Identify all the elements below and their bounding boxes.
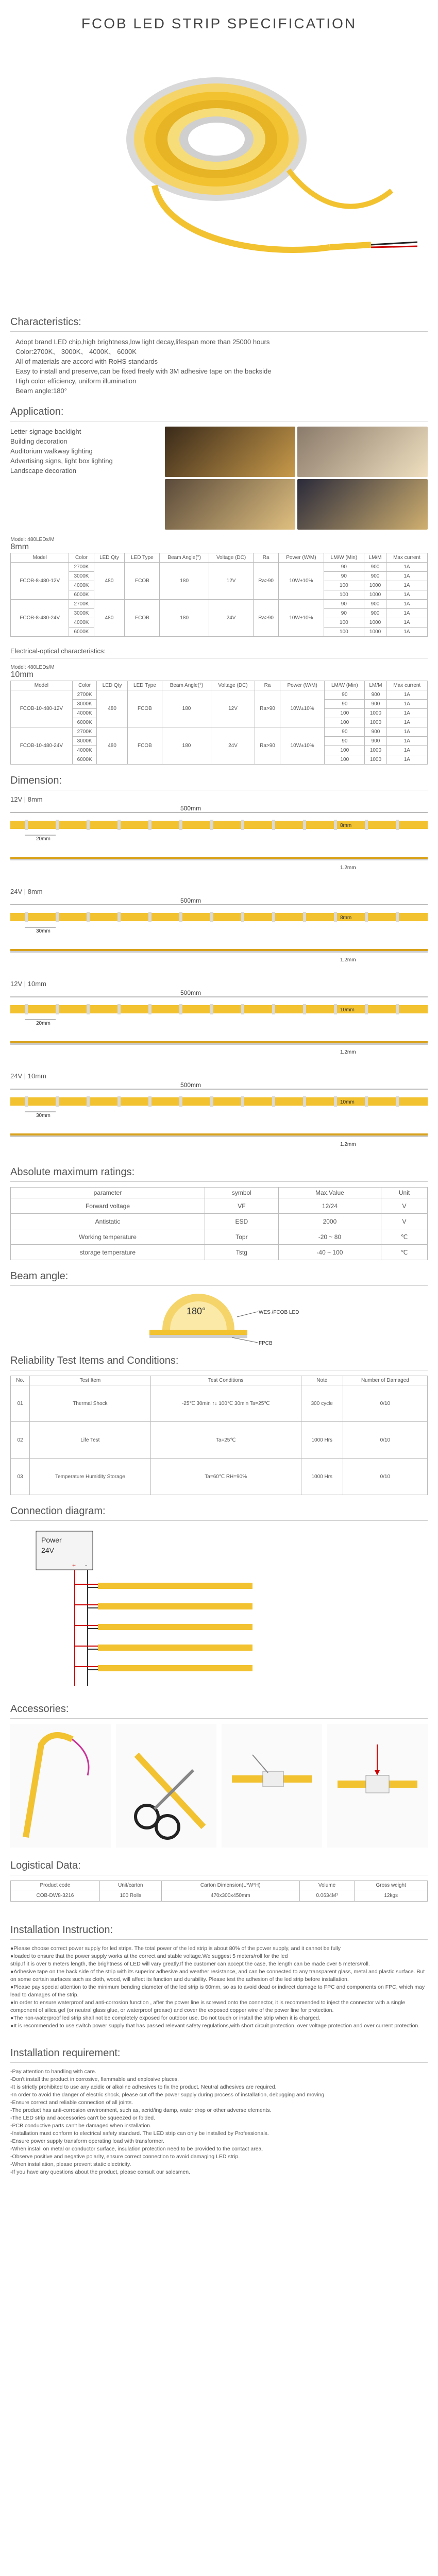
table-header: Max current [386,553,427,563]
list-item: Color:2700K、 3000K、 4000K、 6000K [15,348,137,355]
beam-fpcb-label: FPCB [259,1341,273,1346]
ratings-table [10,1187,428,1260]
dimension-diagrams [0,795,438,1159]
electrical-heading: Electrical-optical characteristics: [10,647,106,655]
table-header: parameter [11,1188,205,1198]
table-cell: 12/24 [278,1198,381,1214]
photo [165,479,295,530]
table-header: Test Item [30,1376,151,1385]
cell-color: 2700K [69,600,94,609]
table-header: Beam Angle(°) [160,553,209,563]
table-cell: 0.0634M³ [299,1890,355,1902]
dimension-label: 12V | 8mm [10,795,43,803]
table-cell: 300 cycle [301,1385,343,1422]
cell-lmw: 90 [325,737,365,746]
cell-color: 3000K [69,572,94,581]
cell-lmm: 1000 [365,746,386,755]
plus-terminal: + [72,1562,76,1569]
strip-drawing [10,897,428,975]
install-instruction-text [10,1945,428,2030]
cell-color: 2700K [72,727,97,737]
note-line: -Pay attention to handling with care. [10,2069,96,2075]
cell-lmm: 1000 [364,590,386,600]
cell-current: 1A [386,572,427,581]
strip-width: 10mm [340,1099,355,1105]
note-line: strip.If it is over 5 meters length, the brightness of LED will vary greatly.If the customer can accept the case, the length can be made over 5 meters/roll. [10,1961,370,1967]
segment-length: 30mm [36,1113,50,1118]
table-header: Ra [255,681,280,690]
divider [10,1520,428,1521]
cell-current: 1A [386,727,427,737]
divider [10,2062,428,2063]
list-item: High color efficiency, uniform illumination [15,377,137,385]
connected-strip [98,1665,252,1671]
table-cell: FCOB [125,600,160,637]
strip-length: 500mm [180,897,201,904]
cell-color: 6000K [72,755,97,765]
table-cell: Thermal Shock [30,1385,151,1422]
table-header: No. [11,1376,30,1385]
table-cell: ESD [205,1214,278,1229]
cell-lmm: 900 [364,563,386,572]
table-cell: FCOB [127,690,162,727]
photo [297,479,428,530]
table-header: LED Qty [97,681,127,690]
cell-lmw: 90 [324,609,364,618]
beam-heading: Beam angle: [10,1270,69,1282]
accessory-connector [222,1724,322,1848]
table-cell: 02 [11,1422,30,1459]
list-item: All of materials are accord with RoHS standards [15,358,158,365]
cell-lmm: 900 [365,727,386,737]
cell-color: 3000K [69,609,94,618]
cell-lmw: 100 [325,755,365,765]
table-cell: Life Test [30,1422,151,1459]
note-line: -In order to avoid the danger of electric shock, please cut off the power supply during process of installation, debugging and moving. [10,2092,326,2098]
cell-lmm: 900 [365,690,386,700]
accessory-bend [10,1724,111,1848]
table-header: LED Qty [94,553,125,563]
note-line: ●It is recommended to use switch power supply that has passed relevant safety regulations,with short circuit protection, over voltage protection and over current protection. [10,2023,420,2029]
table-header: Voltage (DC) [209,553,254,563]
table-cell: Tstg [205,1245,278,1260]
connection-diagram [10,1526,428,1696]
strip-drawing [10,990,428,1067]
divider [10,1939,428,1940]
logistics-heading: Logistical Data: [10,1860,81,1871]
cell-current: 1A [386,700,427,709]
note-line: -Don't install the product in corrosive, flammable and explosive places. [10,2076,179,2082]
ratings-heading: Absolute maximum ratings: [10,1166,135,1178]
table-cell: Ta=25℃ [150,1422,301,1459]
list-item: Building decoration [10,437,68,445]
connection-heading: Connection diagram: [10,1505,106,1517]
table-cell: 0/10 [343,1422,427,1459]
dimension-heading: Dimension: [10,775,62,786]
dimension-label: 24V | 10mm [10,1072,46,1080]
table-row [11,1214,428,1229]
table-cell: 24V [211,727,255,765]
photo [297,427,428,477]
table-header: Max.Value [278,1188,381,1198]
cell-current: 1A [386,755,427,765]
cell-lmw: 100 [325,718,365,727]
list-item: Advertising signs, light box lighting [10,457,113,465]
list-item: Easy to install and preserve,can be fixed freely with 3M adhesive tape on the backside [15,367,272,375]
cell-lmw: 100 [325,746,365,755]
cell-color: 3000K [72,737,97,746]
cell-current: 1A [386,600,427,609]
table-row [11,727,428,737]
photo [165,427,295,477]
list-item: Auditorium walkway lighting [10,447,93,455]
cell-current: 1A [386,563,427,572]
cell-current: 1A [386,690,427,700]
cell-current: 1A [386,628,427,637]
cell-lmm: 1000 [364,581,386,590]
cell-lmw: 100 [325,709,365,718]
note-line: -When install on metal or conductor surface, insulation protection need to be provided to the contact area. [10,2146,263,2152]
table-cell: 10W±10% [279,600,324,637]
table-row [11,600,428,609]
note-line: ●Please pay special attention to the minimum bending diameter of the led strip is 60mm, so as to avoid dead or indirect damage to FPC and components on FPC, which may lead to damages of the strip. [10,1984,425,1998]
table-cell: Ra>90 [254,600,279,637]
table-header: Gross weight [355,1881,428,1890]
cell-color: 6000K [72,718,97,727]
cell-lmw: 90 [324,563,364,572]
table-cell: Working temperature [11,1229,205,1245]
table-header: Number of Damaged [343,1376,427,1385]
cell-lmw: 90 [325,700,365,709]
table-cell: 480 [94,600,125,637]
table-cell: -20 ~ 80 [278,1229,381,1245]
table-cell: V [381,1198,428,1214]
table-header: symbol [205,1188,278,1198]
cell-lmm: 900 [364,600,386,609]
segment-length: 20mm [36,836,50,842]
cell-lmw: 100 [324,628,364,637]
note-line: -It is strictly prohibited to use any acidic or alkaline adhesives to fix the product. Neutral adhesives are required. [10,2084,277,2090]
table-cell: 1000 Hrs [301,1422,343,1459]
page-title: FCOB LED STRIP SPECIFICATION [81,15,357,31]
note-line: ●loaded to ensure that the power supply works at the correct and stable voltage.We suggest 5 meters/roll for the led [10,1953,288,1959]
table-cell: 2000 [278,1214,381,1229]
cell-model: FCOB-8-480-24V [11,600,69,637]
cell-current: 1A [386,737,427,746]
cell-color: 6000K [69,628,94,637]
note-line: -The LED strip and accessories can't be squeezed or folded. [10,2115,155,2121]
table-cell: FCOB [127,727,162,765]
table-cell: -40 ~ 100 [278,1245,381,1260]
table-cell: 480 [97,690,127,727]
spec-table-10mm [10,664,428,765]
table-header: LM/M [365,681,386,690]
cell-lmw: 100 [324,590,364,600]
list-item: Adopt brand LED chip,high brightness,low light decay,lifespan more than 25000 hours [15,338,270,346]
dimension-label: 24V | 8mm [10,888,43,895]
table-cell: 480 [94,563,125,600]
cell-lmm: 900 [365,700,386,709]
table-cell: -25℃ 30min ↑↓ 100℃ 30min Ta=25℃ [150,1385,301,1422]
cell-model: FCOB-8-480-12V [11,563,69,600]
table-header: Color [69,553,94,563]
cell-current: 1A [386,590,427,600]
note-line: -Installation must conform to electrical safety standard. The LED strip can only be installed by Professionals. [10,2130,269,2137]
application-photos [165,427,428,530]
table-model-label: Model: 480LEDs/M 10mm [10,665,55,679]
connected-strip [98,1624,252,1630]
list-item: Landscape decoration [10,467,76,474]
table-cell: 480 [97,727,127,765]
note-line: ●Please choose correct power supply for led strips. The total power of the led strip is about 80% of the power supply, and it cannot be fully [10,1945,341,1952]
install-instruction-heading: Installation Instruction: [10,1924,113,1936]
table-cell: 12V [209,563,254,600]
accessory-cut [116,1724,216,1848]
reliability-table [10,1376,428,1495]
table-cell: Topr [205,1229,278,1245]
table-cell: 0/10 [343,1459,427,1495]
table-header: LM/M [364,553,386,563]
table-cell: 01 [11,1385,30,1422]
table-header: Max current [386,681,427,690]
table-cell: FCOB [125,563,160,600]
table-cell: V [381,1214,428,1229]
table-cell: ℃ [381,1245,428,1260]
application-list [10,427,165,530]
cell-lmw: 100 [324,581,364,590]
cell-color: 4000K [72,709,97,718]
table-header: LM/W (Min) [324,553,364,563]
table-header: Model [11,681,73,690]
table-cell: Antistatic [11,1214,205,1229]
beam-angle-diagram [10,1291,428,1348]
strip-length: 500mm [180,805,201,812]
table-row [11,690,428,700]
cell-current: 1A [386,609,427,618]
table-cell: Temperature Humidity Storage [30,1459,151,1495]
cell-lmm: 900 [365,737,386,746]
table-row [11,1229,428,1245]
strip-width: 10mm [340,1007,355,1013]
table-model-label: Model: 480LEDs/M 8mm [10,537,55,551]
table-header: Unit [381,1188,428,1198]
strip-length: 500mm [180,1082,201,1089]
table-cell: 470x300x450mm [161,1890,299,1902]
connected-strip [98,1583,252,1589]
table-header: Unit/carton [99,1881,161,1890]
table-cell: Ra>90 [255,727,280,765]
cell-lmw: 90 [324,572,364,581]
table-header: Beam Angle(°) [162,681,211,690]
cell-lmm: 1000 [364,618,386,628]
note-line: -Ensure power supply transform operating load with transformer. [10,2138,164,2144]
note-line: -PCB conductive parts can't be damaged when installation. [10,2123,151,2129]
table-cell: 180 [160,563,209,600]
cell-model: FCOB-10-480-12V [11,690,73,727]
table-cell: 180 [162,727,211,765]
cell-lmm: 1000 [365,709,386,718]
cell-lmw: 90 [324,600,364,609]
beam-angle-value: 180° [187,1306,206,1316]
strip-drawing [10,805,428,883]
install-requirement-heading: Installation requirement: [10,2047,121,2059]
table-cell: 10W±10% [280,690,325,727]
table-header: Volume [299,1881,355,1890]
strip-length: 500mm [180,990,201,996]
table-header: Model [11,553,69,563]
note-line: ●Adhesive tape on the back side of the strip with its superior adhesive and weather resistance, and can be connected to any transparent glass, metal and plastic surface. But on some certain surfaces such as cloth, wood, will affect its function and durability. Please test the adhesion of the led strip before installation. [10,1969,425,1982]
note-line: -The product has anti-corrosion environment, such as, acrid/ing damp, water drop or other adverse elements. [10,2107,272,2113]
table-cell: storage temperature [11,1245,205,1260]
connected-strip [98,1603,252,1609]
accessories-heading: Accessories: [10,1703,69,1715]
divider [10,1181,428,1182]
table-cell: COB-DW8-3216 [11,1890,100,1902]
cell-lmm: 1000 [365,755,386,765]
table-cell: 12V [211,690,255,727]
table-cell: Ra>90 [255,690,280,727]
divider [10,1285,428,1286]
table-cell: Ra>90 [254,563,279,600]
table-header: Power (W/M) [279,553,324,563]
logistics-table [10,1880,428,1902]
strip-thickness: 1.2mm [340,957,356,963]
table-row [11,1385,428,1422]
table-row [11,1890,428,1902]
cell-current: 1A [386,581,427,590]
table-cell: Forward voltage [11,1198,205,1214]
cell-lmw: 100 [324,618,364,628]
cell-lmm: 900 [364,572,386,581]
cell-lmm: 1000 [365,718,386,727]
install-requirement-text [10,2068,428,2176]
strip-thickness: 1.2mm [340,1049,356,1055]
characteristics-list [15,337,423,396]
table-cell: Ta=60℃ RH=90% [150,1459,301,1495]
reliability-heading: Reliability Test Items and Conditions: [10,1355,179,1366]
table-header: Voltage (DC) [211,681,255,690]
table-cell: 24V [209,600,254,637]
cell-current: 1A [386,709,427,718]
table-header: LED Type [127,681,162,690]
connected-strip [98,1645,252,1651]
cell-color: 2700K [69,563,94,572]
note-line: -When installation, please prevent static electricity. [10,2161,131,2167]
divider [10,331,428,332]
divider [10,1718,428,1719]
cell-color: 2700K [72,690,97,700]
note-line: ●In order to ensure waterproof and anti-corrosion function , after the power line is screwed onto the connector, it is recommended to inject the connector with a single component of silica gel (or neutral glass glue, or waterproof grease) and cover the exposed copper wire of the power line for protection. [10,1999,406,2013]
power-volt: 24V [41,1546,54,1554]
spec-table-8mm [10,536,428,637]
table-cell: 0/10 [343,1385,427,1422]
strip-width: 8mm [340,915,352,921]
table-header: Color [72,681,97,690]
table-header: Note [301,1376,343,1385]
cell-lmw: 90 [325,690,365,700]
cell-current: 1A [386,718,427,727]
note-line: ●The non-waterproof led strip shall not be completely exposed for outdoor use. Do not touch or install the strip when it is charged. [10,2015,321,2021]
table-header: LM/W (Min) [325,681,365,690]
table-row [11,1245,428,1260]
table-header: Carton Dimension(L*W*H) [161,1881,299,1890]
table-cell: VF [205,1198,278,1214]
table-cell: 10W±10% [280,727,325,765]
table-row [11,563,428,572]
strip-width: 8mm [340,823,352,828]
segment-length: 30mm [36,928,50,934]
hero-product-image [0,41,438,309]
table-header: Product code [11,1881,100,1890]
table-cell: 10W±10% [279,563,324,600]
cell-lmm: 1000 [364,628,386,637]
beam-led-label: WES /FCOB LED [259,1310,299,1315]
table-header: Ra [254,553,279,563]
cell-lmw: 90 [325,727,365,737]
characteristics-heading: Characteristics: [10,316,81,328]
application-heading: Application: [10,406,64,417]
table-cell: 180 [160,600,209,637]
cell-color: 4000K [72,746,97,755]
table-cell: 12kgs [355,1890,428,1902]
cell-lmm: 900 [364,609,386,618]
table-row [11,1459,428,1495]
table-cell: 03 [11,1459,30,1495]
cell-color: 6000K [69,590,94,600]
list-item: Letter signage backlight [10,428,81,435]
table-cell: 1000 Hrs [301,1459,343,1495]
cell-color: 3000K [72,700,97,709]
list-item: Beam angle:180° [15,387,67,395]
power-label: Power [41,1536,62,1544]
table-cell: 100 Rolls [99,1890,161,1902]
table-header: LED Type [125,553,160,563]
cell-model: FCOB-10-480-24V [11,727,73,765]
table-row [11,1422,428,1459]
cell-current: 1A [386,746,427,755]
segment-length: 20mm [36,1021,50,1026]
table-row [11,1198,428,1214]
accessory-connector-detail [327,1724,428,1848]
note-line: -If you have any questions about the product, please consult our salesmen. [10,2169,191,2175]
cell-color: 4000K [69,581,94,590]
table-header: Power (W/M) [280,681,325,690]
note-line: -Ensure correct and reliable connection of all joints. [10,2099,133,2106]
table-cell: ℃ [381,1229,428,1245]
dimension-label: 12V | 10mm [10,980,46,988]
note-line: -Observe positive and negative polarity, ensure correct connection to avoid damaging LED strip. [10,2154,240,2160]
strip-thickness: 1.2mm [340,865,356,871]
strip-thickness: 1.2mm [340,1142,356,1147]
cell-color: 4000K [69,618,94,628]
minus-terminal: - [85,1562,87,1569]
table-header: Test Conditions [150,1376,301,1385]
strip-drawing [10,1082,428,1159]
cell-current: 1A [386,618,427,628]
table-cell: 180 [162,690,211,727]
